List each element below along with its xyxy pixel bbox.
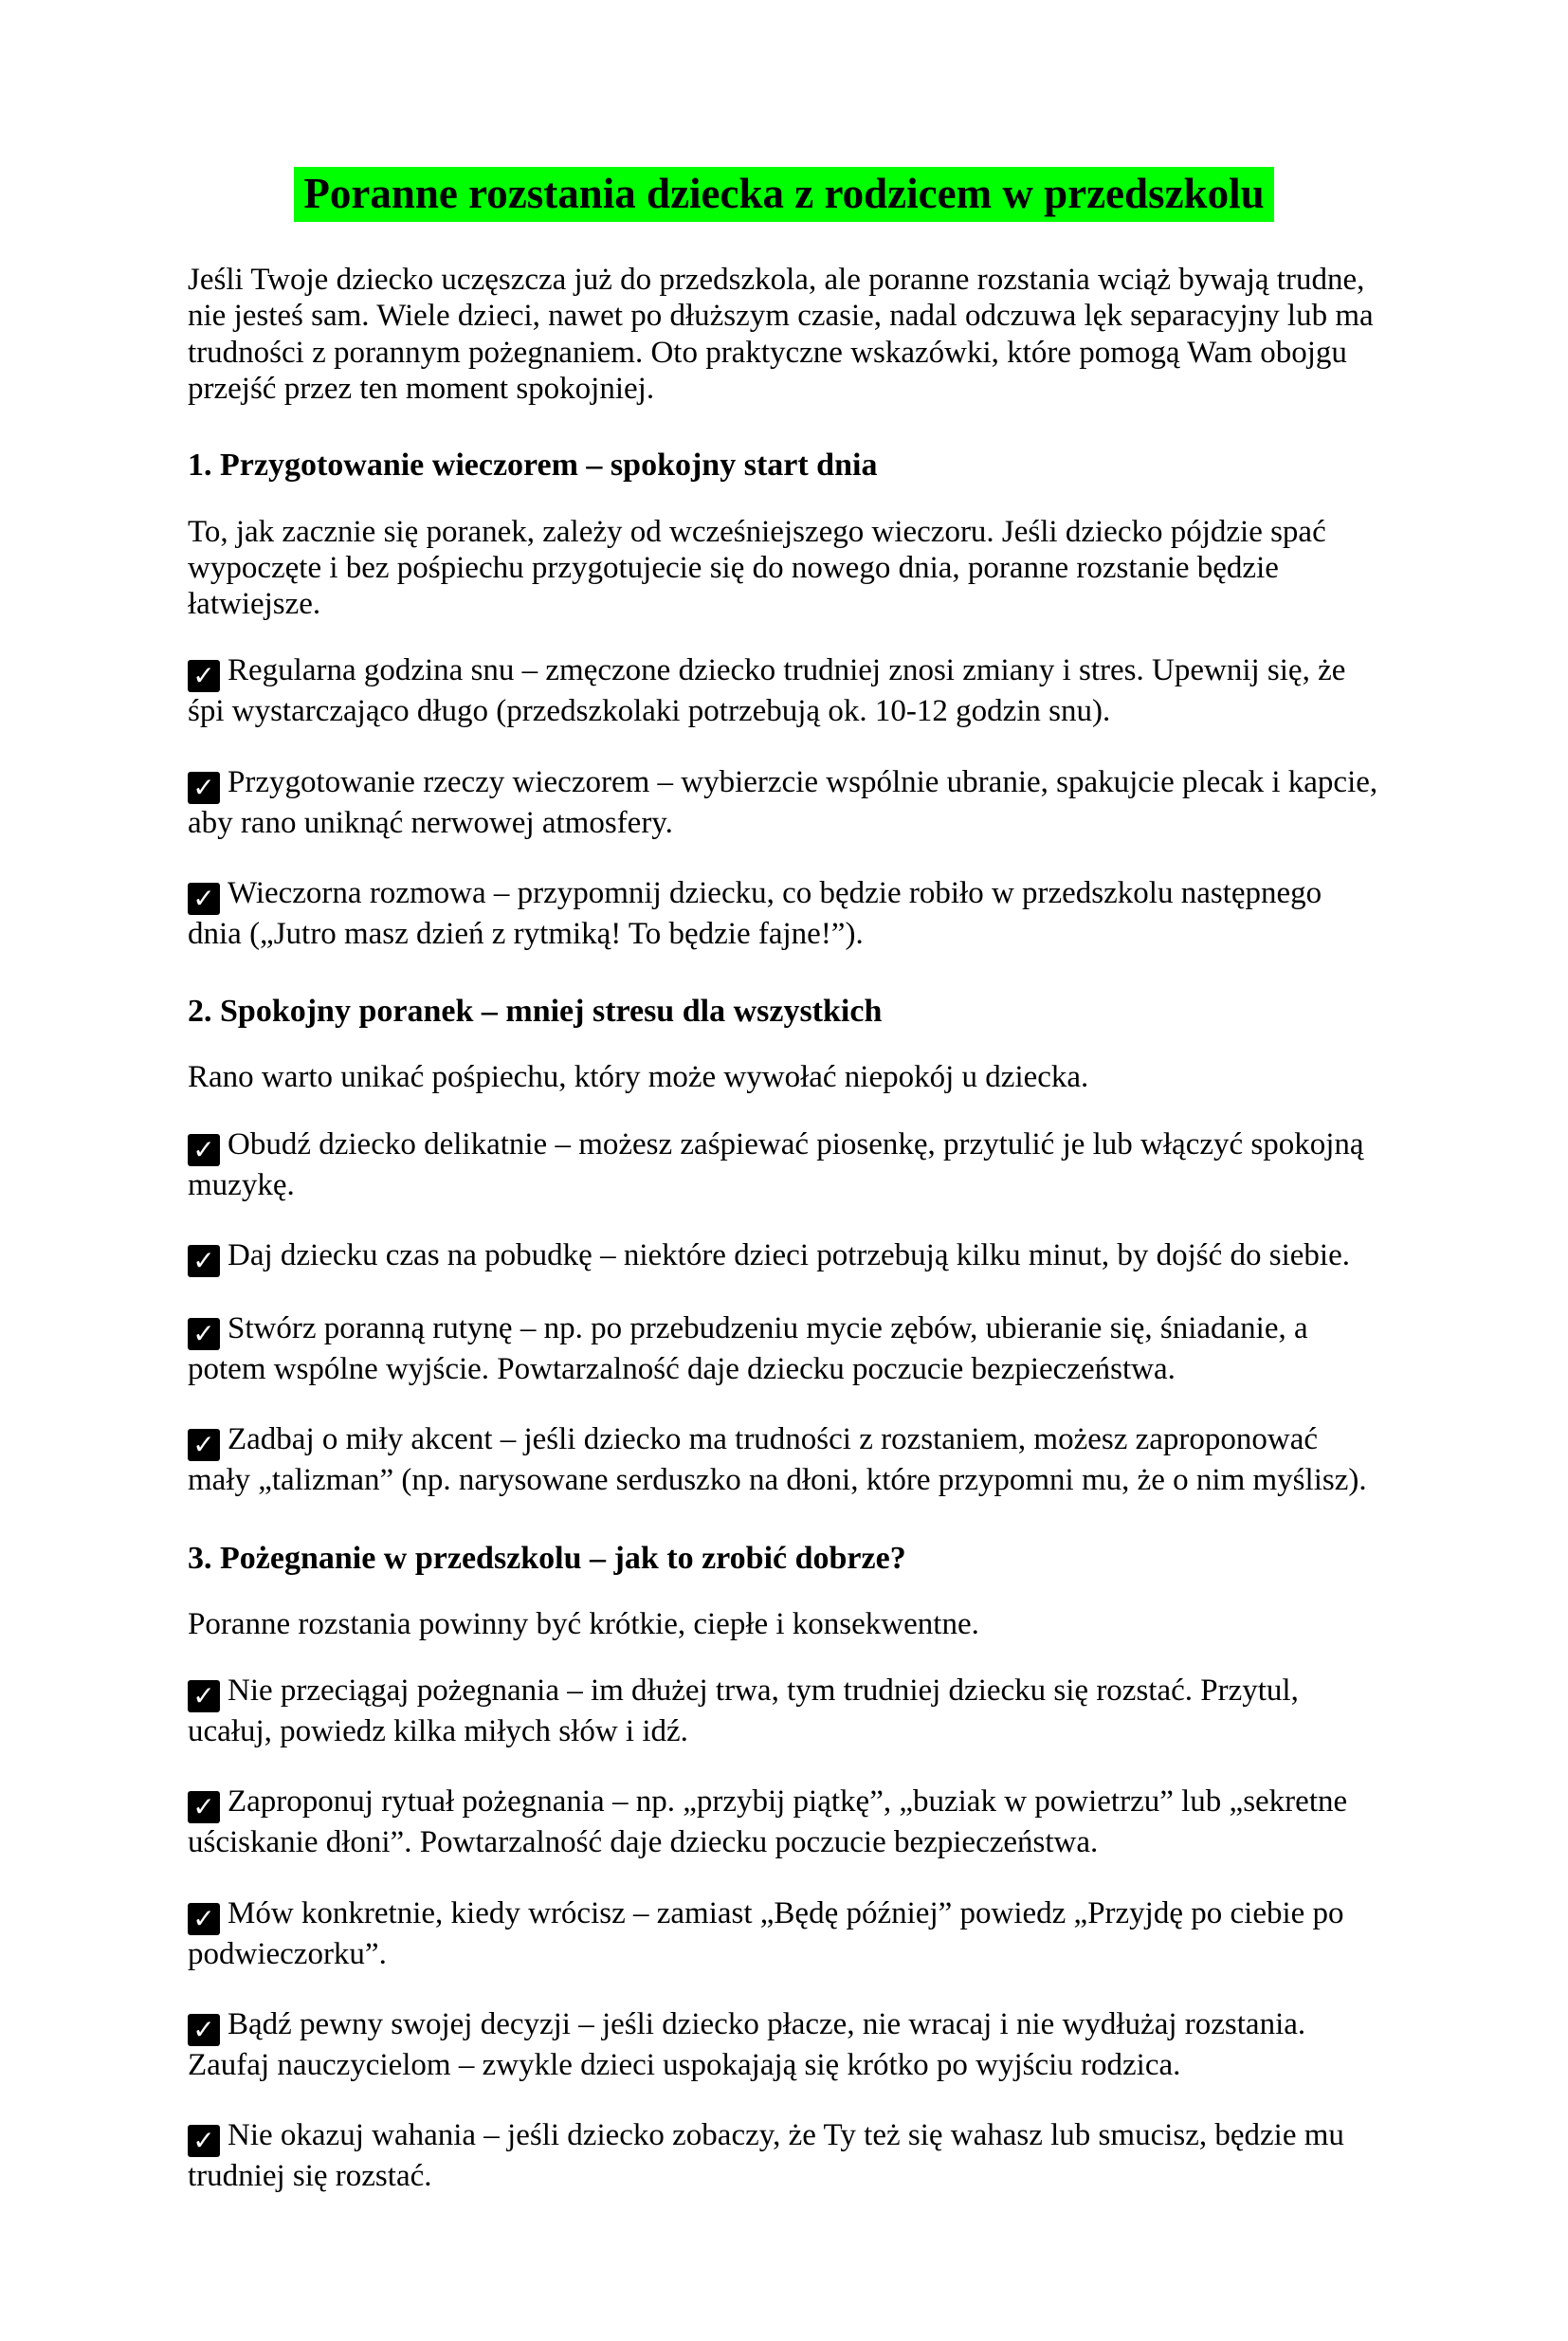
checkbox-checked-icon: ✓	[188, 772, 220, 804]
checkbox-checked-icon: ✓	[188, 1134, 220, 1166]
checklist-item-text: Wieczorna rozmowa – przypomnij dziecku, co będzie robiło w przedszkolu następnego dnia („Jutro masz dzień z rytmiką! To będzie fajne!”).	[188, 875, 1322, 951]
section-lead-2: Rano warto unikać pośpiechu, który może wywołać niepokój u dziecka.	[188, 1060, 1089, 1095]
sections-container	[188, 447, 1380, 2195]
checkbox-checked-icon: ✓	[188, 1318, 220, 1350]
checklist-item-text: Zaproponuj rytuał pożegnania – np. „przybij piątkę”, „buziak w powietrzu” lub „sekretne uściskanie dłoni”. Powtarzalność daje dziecku poczucie bezpieczeństwa.	[188, 1784, 1348, 1860]
checklist-item-text: Mów konkretnie, kiedy wrócisz – zamiast „Będę później” powiedz „Przyjdę po ciebie po podwieczorku”.	[188, 1895, 1344, 1971]
checklist-item-text: Regularna godzina snu – zmęczone dziecko trudniej znosi zmiany i stres. Upewnij się, że śpi wystarczająco długo (przedszkolaki potrzebują ok. 10-12 godzin snu).	[188, 653, 1346, 729]
checkbox-checked-icon: ✓	[188, 883, 220, 915]
section-heading-3: 3. Pożegnanie w przedszkolu – jak to zrobić dobrze?	[188, 1540, 906, 1576]
section-lead-1: To, jak zacznie się poranek, zależy od wcześniejszego wieczoru. Jeśli dziecko pójdzie spać wypoczęte i bez pośpiechu przygotujecie się do nowego dnia, poranne rozstanie będzie łatwiejsze.	[188, 514, 1326, 622]
checkbox-checked-icon: ✓	[188, 1791, 220, 1823]
checkbox-checked-icon: ✓	[188, 1680, 220, 1712]
checklist-item-text: Obudź dziecko delikatnie – możesz zaśpiewać piosenkę, przytulić je lub włączyć spokojną muzykę.	[188, 1126, 1364, 1202]
checklist-item	[188, 1420, 1380, 1499]
checkbox-checked-icon: ✓	[188, 1245, 220, 1277]
section-heading-1: 1. Przygotowanie wieczorem – spokojny start dnia	[188, 448, 878, 484]
checklist-item-text: Stwórz poranną rutynę – np. po przebudzeniu mycie zębów, ubieranie się, śniadanie, a potem wspólne wyjście. Powtarzalność daje dziecku poczucie bezpieczeństwa.	[188, 1311, 1308, 1386]
checklist-item	[188, 874, 1380, 953]
checklist-item-text: Zadbaj o miły akcent – jeśli dziecko ma trudności z rozstaniem, możesz zaproponować mały „talizman” (np. narysowane serduszko na dłoni, które przypomni mu, że o nim myślisz).	[188, 1422, 1367, 1498]
checklist-item-text: Nie przeciągaj pożegnania – im dłużej trwa, tym trudniej dziecku się rozstać. Przytul, ucałuj, powiedz kilka miłych słów i idź.	[188, 1673, 1299, 1749]
checklist-item-text: Przygotowanie rzeczy wieczorem – wybierzcie wspólnie ubranie, spakujcie plecak i kapcie, aby rano uniknąć nerwowej atmosfery.	[188, 764, 1378, 840]
checklist-item-text: Daj dziecku czas na pobudkę – niektóre dzieci potrzebują kilku minut, by dojść do siebie.	[228, 1238, 1350, 1272]
checkbox-checked-icon: ✓	[188, 2125, 220, 2157]
checklist-item-text: Bądź pewny swojej decyzji – jeśli dziecko płacze, nie wracaj i nie wydłużaj rozstania. Zaufaj nauczycielom – zwykle dzieci uspokajają się krótko po wyjściu rodzica.	[188, 2006, 1306, 2082]
checklist-item	[188, 1309, 1380, 1388]
intro-paragraph: Jeśli Twoje dziecko uczęszcza już do przedszkola, ale poranne rozstania wciąż bywają trudne, nie jesteś sam. Wiele dzieci, nawet po dłuższym czasie, nadal odczuwa lęk separacyjny lub ma trudności z porannym pożegnaniem. Oto praktyczne wskazówki, które pomogą Wam obojgu przejść przez ten moment spokojniej.	[188, 263, 1374, 406]
checklist-item-text: Nie okazuj wahania – jeśli dziecko zobaczy, że Ty też się wahasz lub smucisz, będzie mu trudniej się rozstać.	[188, 2118, 1344, 2194]
document-title	[188, 169, 1380, 218]
checkbox-checked-icon: ✓	[188, 2014, 220, 2046]
checklist-item	[188, 1894, 1380, 1973]
title-highlight: Poranne rozstania dziecka z rodzicem w przedszkolu	[294, 167, 1273, 222]
checklist-item	[188, 1672, 1380, 1750]
checklist-item	[188, 1125, 1380, 1204]
checklist-item	[188, 1236, 1380, 1277]
section-lead-3: Poranne rozstania powinny być krótkie, ciepłe i konsekwentne.	[188, 1606, 979, 1641]
section-heading-2: 2. Spokojny poranek – mniej stresu dla wszystkich	[188, 994, 883, 1030]
checklist-item	[188, 2005, 1380, 2084]
checkbox-checked-icon: ✓	[188, 1903, 220, 1935]
checkbox-checked-icon: ✓	[188, 660, 220, 692]
checklist-item	[188, 763, 1380, 842]
checklist-item	[188, 651, 1380, 730]
checklist-item	[188, 2116, 1380, 2195]
checklist-item	[188, 1783, 1380, 1861]
checkbox-checked-icon: ✓	[188, 1429, 220, 1461]
